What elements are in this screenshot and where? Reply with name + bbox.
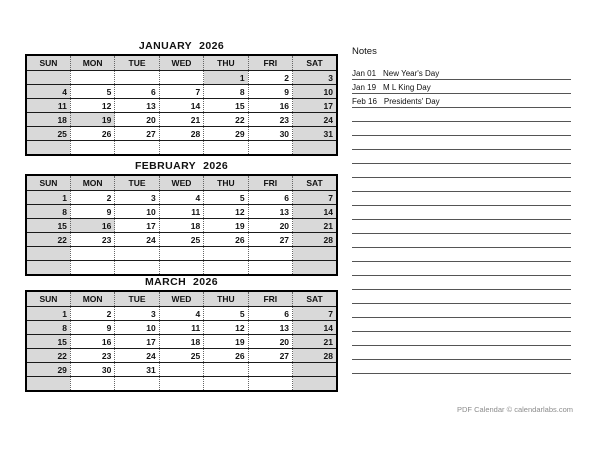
week-row xyxy=(26,321,337,335)
note-entry xyxy=(352,80,571,94)
day-cell: 12 xyxy=(70,99,114,113)
day-cell: 4 xyxy=(26,85,70,99)
day-cell-empty xyxy=(204,363,248,377)
notes-title: Notes xyxy=(352,46,377,57)
week-row xyxy=(26,247,337,261)
day-cell-empty xyxy=(115,141,159,156)
day-cell: 6 xyxy=(248,307,292,321)
day-cell: 6 xyxy=(248,191,292,205)
day-cell: 25 xyxy=(159,349,203,363)
note-entry xyxy=(352,66,571,80)
note-entry-date: Jan 01 xyxy=(352,69,377,78)
weekday-header-row xyxy=(26,291,337,307)
note-entry-date: Jan 19 xyxy=(352,83,377,92)
weekday-header: MON xyxy=(70,55,114,71)
day-cell: 11 xyxy=(159,321,203,335)
footer-credit: PDF Calendar © calendarlabs.com xyxy=(457,405,573,414)
note-line-empty xyxy=(352,122,571,136)
calendar-table-january xyxy=(25,54,338,156)
day-cell: 24 xyxy=(115,233,159,247)
day-cell: 3 xyxy=(293,71,337,85)
day-cell-empty xyxy=(70,247,114,261)
day-cell: 23 xyxy=(70,349,114,363)
calendar-table-february xyxy=(25,174,338,276)
day-cell: 21 xyxy=(159,113,203,127)
day-cell: 28 xyxy=(159,127,203,141)
day-cell: 20 xyxy=(115,113,159,127)
day-cell: 21 xyxy=(293,335,337,349)
day-cell: 7 xyxy=(159,85,203,99)
weekday-header: SUN xyxy=(26,291,70,307)
day-cell-holiday: 16 xyxy=(70,219,114,233)
day-cell: 24 xyxy=(115,349,159,363)
day-cell: 15 xyxy=(26,335,70,349)
day-cell-empty xyxy=(159,71,203,85)
day-cell-empty xyxy=(248,261,292,276)
day-cell: 10 xyxy=(115,205,159,219)
day-cell-empty xyxy=(293,141,337,156)
day-cell: 13 xyxy=(115,99,159,113)
calendar-table-march xyxy=(25,290,338,392)
day-cell: 23 xyxy=(70,233,114,247)
weekday-header: TUE xyxy=(115,175,159,191)
month-year: 2026 xyxy=(199,40,225,52)
month-title-january xyxy=(25,40,338,54)
day-cell-empty xyxy=(293,261,337,276)
note-line-empty xyxy=(352,220,571,234)
day-cell: 28 xyxy=(293,233,337,247)
weekday-header: MON xyxy=(70,291,114,307)
day-cell-empty xyxy=(70,377,114,392)
week-row xyxy=(26,99,337,113)
day-cell: 16 xyxy=(70,335,114,349)
day-cell: 2 xyxy=(248,71,292,85)
week-row xyxy=(26,113,337,127)
day-cell-empty xyxy=(204,377,248,392)
day-cell: 18 xyxy=(159,219,203,233)
weekday-header: SAT xyxy=(293,55,337,71)
month-name: MARCH xyxy=(144,276,187,288)
day-cell: 25 xyxy=(26,127,70,141)
day-cell-empty xyxy=(204,261,248,276)
weekday-header: SUN xyxy=(26,175,70,191)
day-cell-empty xyxy=(26,71,70,85)
day-cell: 22 xyxy=(204,113,248,127)
weekday-header: WED xyxy=(159,175,203,191)
weekday-header: THU xyxy=(204,291,248,307)
day-cell: 7 xyxy=(293,191,337,205)
day-cell: 22 xyxy=(26,349,70,363)
day-cell: 15 xyxy=(204,99,248,113)
week-row xyxy=(26,141,337,156)
day-cell: 24 xyxy=(293,113,337,127)
day-cell: 19 xyxy=(204,219,248,233)
day-cell-empty xyxy=(115,377,159,392)
note-line-empty xyxy=(352,318,571,332)
day-cell: 9 xyxy=(70,321,114,335)
week-row xyxy=(26,85,337,99)
day-cell-empty xyxy=(26,141,70,156)
day-cell: 4 xyxy=(159,191,203,205)
day-cell: 17 xyxy=(115,219,159,233)
day-cell-empty xyxy=(115,261,159,276)
week-row xyxy=(26,335,337,349)
month-section-january xyxy=(25,40,338,156)
note-entry xyxy=(352,94,571,108)
day-cell-empty xyxy=(204,141,248,156)
day-cell: 2 xyxy=(70,191,114,205)
weekday-header: FRI xyxy=(248,55,292,71)
note-entry-label: Presidents' Day xyxy=(383,97,440,106)
day-cell: 11 xyxy=(26,99,70,113)
day-cell-empty xyxy=(159,141,203,156)
weekday-header: SAT xyxy=(293,175,337,191)
day-cell: 23 xyxy=(248,113,292,127)
note-line-empty xyxy=(352,234,571,248)
note-line-empty xyxy=(352,150,571,164)
day-cell: 4 xyxy=(159,307,203,321)
day-cell-empty xyxy=(26,377,70,392)
note-line-empty xyxy=(352,206,571,220)
day-cell: 8 xyxy=(26,205,70,219)
day-cell: 9 xyxy=(248,85,292,99)
day-cell: 31 xyxy=(115,363,159,377)
note-line-empty xyxy=(352,136,571,150)
day-cell: 12 xyxy=(204,205,248,219)
weekday-header: WED xyxy=(159,55,203,71)
month-year: 2026 xyxy=(193,276,219,288)
weekday-header: THU xyxy=(204,55,248,71)
notes-panel xyxy=(352,46,571,374)
week-row xyxy=(26,307,337,321)
day-cell-empty xyxy=(70,141,114,156)
day-cell: 12 xyxy=(204,321,248,335)
weekday-header: SUN xyxy=(26,55,70,71)
week-row xyxy=(26,261,337,276)
week-row xyxy=(26,233,337,247)
day-cell-empty xyxy=(293,247,337,261)
day-cell: 26 xyxy=(70,127,114,141)
day-cell: 6 xyxy=(115,85,159,99)
day-cell: 13 xyxy=(248,205,292,219)
day-cell: 27 xyxy=(248,349,292,363)
day-cell: 9 xyxy=(70,205,114,219)
week-row xyxy=(26,349,337,363)
day-cell: 1 xyxy=(26,191,70,205)
day-cell: 5 xyxy=(70,85,114,99)
note-line-empty xyxy=(352,262,571,276)
day-cell: 26 xyxy=(204,349,248,363)
note-line-empty xyxy=(352,304,571,318)
weekday-header-row xyxy=(26,175,337,191)
day-cell-empty xyxy=(248,247,292,261)
day-cell-empty xyxy=(248,377,292,392)
weekday-header: MON xyxy=(70,175,114,191)
day-cell-empty xyxy=(159,261,203,276)
day-cell: 21 xyxy=(293,219,337,233)
day-cell-empty xyxy=(115,247,159,261)
day-cell-empty xyxy=(248,363,292,377)
note-line-empty xyxy=(352,192,571,206)
day-cell: 13 xyxy=(248,321,292,335)
day-cell-empty xyxy=(115,71,159,85)
month-section-march xyxy=(25,276,338,392)
day-cell: 17 xyxy=(293,99,337,113)
weekday-header: WED xyxy=(159,291,203,307)
weekday-header: FRI xyxy=(248,175,292,191)
note-line-empty xyxy=(352,276,571,290)
day-cell-empty xyxy=(70,71,114,85)
day-cell: 20 xyxy=(248,219,292,233)
note-line-empty xyxy=(352,332,571,346)
day-cell-holiday: 1 xyxy=(204,71,248,85)
note-entry-label: New Year's Day xyxy=(383,69,440,78)
week-row xyxy=(26,205,337,219)
day-cell: 30 xyxy=(70,363,114,377)
day-cell: 30 xyxy=(248,127,292,141)
note-line-empty xyxy=(352,346,571,360)
day-cell: 14 xyxy=(293,321,337,335)
note-line-empty xyxy=(352,290,571,304)
day-cell: 31 xyxy=(293,127,337,141)
month-title-february xyxy=(25,160,338,174)
day-cell-empty xyxy=(248,141,292,156)
day-cell: 14 xyxy=(159,99,203,113)
day-cell-empty xyxy=(204,247,248,261)
month-name: FEBRUARY xyxy=(134,160,197,172)
day-cell: 29 xyxy=(204,127,248,141)
day-cell: 15 xyxy=(26,219,70,233)
day-cell: 11 xyxy=(159,205,203,219)
day-cell-empty xyxy=(70,261,114,276)
week-row xyxy=(26,71,337,85)
day-cell: 7 xyxy=(293,307,337,321)
note-line-empty xyxy=(352,108,571,122)
day-cell: 10 xyxy=(293,85,337,99)
weekday-header: TUE xyxy=(115,55,159,71)
notes-lines xyxy=(352,66,571,374)
day-cell: 8 xyxy=(204,85,248,99)
week-row xyxy=(26,127,337,141)
note-line-empty xyxy=(352,248,571,262)
day-cell-holiday: 19 xyxy=(70,113,114,127)
day-cell: 28 xyxy=(293,349,337,363)
month-title-march xyxy=(25,276,338,290)
weekday-header: TUE xyxy=(115,291,159,307)
day-cell: 18 xyxy=(26,113,70,127)
month-year: 2026 xyxy=(203,160,229,172)
note-entry-date: Feb 16 xyxy=(352,97,377,106)
day-cell: 16 xyxy=(248,99,292,113)
day-cell: 5 xyxy=(204,307,248,321)
week-row xyxy=(26,377,337,392)
month-name: JANUARY xyxy=(138,40,193,52)
weekday-header: FRI xyxy=(248,291,292,307)
day-cell: 3 xyxy=(115,191,159,205)
day-cell: 29 xyxy=(26,363,70,377)
note-line-empty xyxy=(352,360,571,374)
day-cell: 1 xyxy=(26,307,70,321)
weekday-header: THU xyxy=(204,175,248,191)
month-section-february xyxy=(25,160,338,276)
day-cell: 5 xyxy=(204,191,248,205)
week-row xyxy=(26,191,337,205)
day-cell: 26 xyxy=(204,233,248,247)
note-entry-label: M L King Day xyxy=(383,83,431,92)
note-line-empty xyxy=(352,178,571,192)
day-cell: 3 xyxy=(115,307,159,321)
day-cell-empty xyxy=(293,377,337,392)
day-cell-empty xyxy=(293,363,337,377)
note-line-empty xyxy=(352,164,571,178)
day-cell: 17 xyxy=(115,335,159,349)
day-cell: 2 xyxy=(70,307,114,321)
day-cell: 27 xyxy=(248,233,292,247)
day-cell-empty xyxy=(159,363,203,377)
day-cell: 8 xyxy=(26,321,70,335)
weekday-header: SAT xyxy=(293,291,337,307)
day-cell: 18 xyxy=(159,335,203,349)
weekday-header-row xyxy=(26,55,337,71)
day-cell: 20 xyxy=(248,335,292,349)
day-cell: 22 xyxy=(26,233,70,247)
day-cell-empty xyxy=(159,247,203,261)
week-row xyxy=(26,219,337,233)
week-row xyxy=(26,363,337,377)
day-cell-empty xyxy=(26,247,70,261)
day-cell: 27 xyxy=(115,127,159,141)
day-cell: 10 xyxy=(115,321,159,335)
day-cell-empty xyxy=(26,261,70,276)
day-cell: 25 xyxy=(159,233,203,247)
day-cell: 19 xyxy=(204,335,248,349)
day-cell: 14 xyxy=(293,205,337,219)
day-cell-empty xyxy=(159,377,203,392)
